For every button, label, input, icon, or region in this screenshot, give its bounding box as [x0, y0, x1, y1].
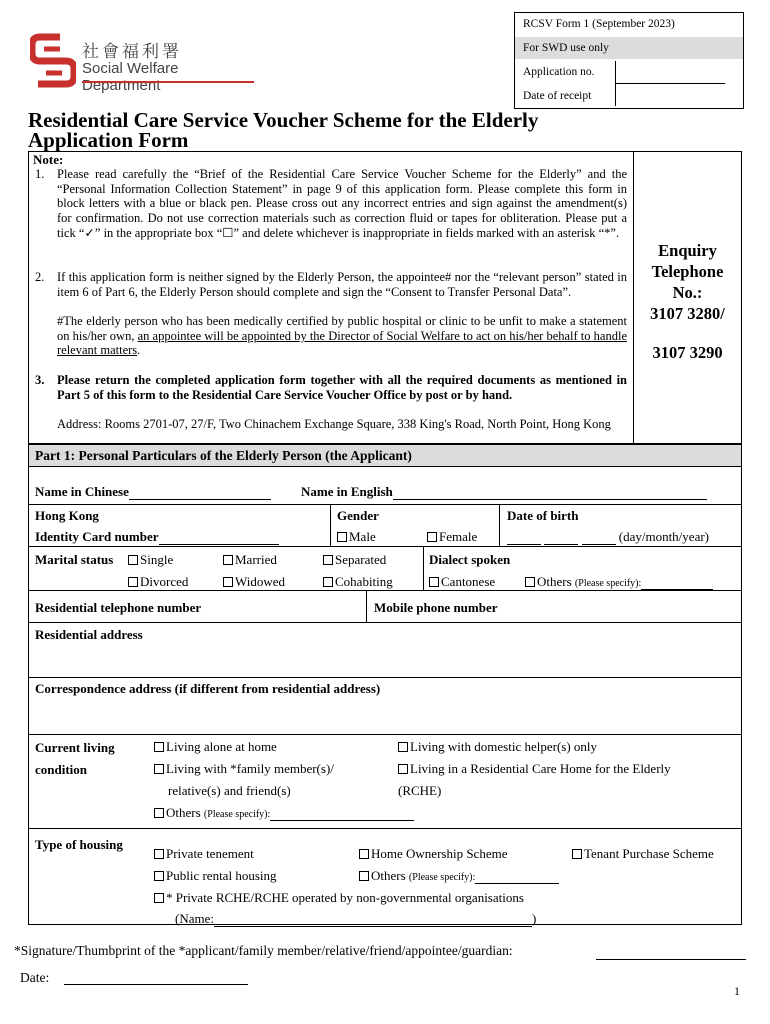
signature-field[interactable]: [596, 943, 746, 960]
swd-use-label: For SWD use only: [515, 37, 743, 59]
cohabiting-checkbox[interactable]: [323, 577, 333, 587]
marital-single-option[interactable]: Single: [128, 552, 173, 568]
housing-private-rche-option[interactable]: * Private RCHE/RCHE operated by non-governmental organisations: [154, 890, 524, 906]
note-3-text: Please return the completed application form together with all the required documents as mentioned in Part 5 of this form to the Residential Care Service Voucher Office by post or by hand.: [57, 373, 627, 402]
dialect-others-checkbox[interactable]: [525, 577, 535, 587]
form-title-line1: Residential Care Service Voucher Scheme for the Elderly: [28, 108, 539, 132]
form-title-line2: Application Form: [28, 128, 189, 152]
enquiry-panel: [634, 152, 741, 443]
housing-hos-option[interactable]: Home Ownership Scheme: [359, 846, 507, 862]
living-condition-label-line1: Current living: [35, 740, 115, 755]
marital-separated-option[interactable]: Separated: [323, 552, 386, 568]
logo-underline: [82, 81, 254, 83]
name-english-label: Name in English: [301, 484, 707, 500]
living-helper-checkbox[interactable]: [398, 742, 408, 752]
note-heading: Note:: [33, 152, 64, 167]
dob-label: Date of birth: [507, 508, 579, 523]
living-condition-label-line2: condition: [35, 762, 88, 777]
enquiry-line1: Enquiry: [658, 241, 717, 260]
note-1-text: Please read carefully the “Brief of the Residential Care Service Voucher Scheme for the Elderly” and the “Personal Information Collection Statement” in page 9 of this application form. Please complete this form in block letters with a blue or black pen. Please cross out any incorrect entries and sign against the amendment(s) for confirmation. Do not use correction materials such as correction fluid or tapes for obliteration. Please put a tick “✓” in the appropriate box “☐” and delete whichever is inappropriate in fields marked with an asterisk “*”.: [57, 167, 627, 240]
page-number: 1: [734, 984, 740, 998]
separated-checkbox[interactable]: [323, 555, 333, 565]
living-alone-option[interactable]: Living alone at home: [154, 739, 277, 755]
single-checkbox[interactable]: [128, 555, 138, 565]
form-reference: RCSV Form 1 (September 2023): [523, 18, 675, 30]
housing-private-tenement-option[interactable]: Private tenement: [154, 846, 254, 862]
living-family-checkbox[interactable]: [154, 764, 164, 774]
dialect-others-option[interactable]: Others (Please specify):: [525, 574, 713, 590]
housing-others-field[interactable]: [475, 883, 559, 884]
cantonese-checkbox[interactable]: [429, 577, 439, 587]
living-helper-option[interactable]: Living with domestic helper(s) only: [398, 739, 597, 755]
residential-address-label: Residential address: [35, 627, 143, 642]
rche-name-field[interactable]: (Name: ): [175, 911, 537, 926]
private-rche-checkbox[interactable]: [154, 893, 164, 903]
living-others-field[interactable]: [270, 820, 414, 821]
gender-female-option[interactable]: Female: [427, 529, 477, 545]
name-chinese-label: Name in Chinese: [35, 484, 271, 500]
living-rche-checkbox[interactable]: [398, 764, 408, 774]
date-of-receipt-label: Date of receipt: [523, 90, 592, 102]
widowed-checkbox[interactable]: [223, 577, 233, 587]
date-label: Date:: [20, 970, 50, 985]
dob-field[interactable]: (day/month/year): [507, 529, 709, 545]
public-rental-checkbox[interactable]: [154, 871, 164, 881]
living-rche-option[interactable]: Living in a Residential Care Home for the Elderly: [398, 761, 671, 777]
note-2-footnote: [57, 314, 627, 358]
female-checkbox[interactable]: [427, 532, 437, 542]
note-2-footnote-a: #The elderly person who has been medically certified by public hospital or clinic to be unfit to make a statement on his/her own,: [57, 314, 627, 343]
hkid-label-line1: Hong Kong: [35, 508, 99, 523]
married-checkbox[interactable]: [223, 555, 233, 565]
note-2-footnote-c: .: [137, 343, 141, 358]
male-checkbox[interactable]: [337, 532, 347, 542]
hkid-label: Identity Card number: [35, 529, 279, 545]
correspondence-address-label: Correspondence address (if different from residential address): [35, 681, 381, 696]
enquiry-line2: Telephone: [651, 262, 724, 281]
part1-header: Part 1: Personal Particulars of the Elderly Person (the Applicant): [29, 444, 741, 467]
logo-chinese-text: 社會福利署: [82, 42, 182, 62]
residential-phone-label: Residential telephone number: [35, 600, 202, 615]
gender-male-option[interactable]: Male: [337, 529, 376, 545]
note-3-number: 3.: [35, 373, 45, 387]
notes-section: [29, 152, 634, 443]
living-others-checkbox[interactable]: [154, 808, 164, 818]
part1-section: [28, 444, 742, 925]
marital-status-label: Marital status: [35, 552, 114, 567]
name-chinese-field[interactable]: [129, 499, 271, 500]
living-rche-continued: (RCHE): [398, 783, 442, 798]
application-no-label: Application no.: [523, 66, 595, 78]
gender-label: Gender: [337, 508, 379, 523]
note-3-address: Address: Rooms 2701-07, 27/F, Two Chinachem Exchange Square, 338 King's Road, North Point, Hong Kong: [57, 417, 611, 431]
swd-logo-icon: [30, 33, 76, 88]
private-tenement-checkbox[interactable]: [154, 849, 164, 859]
office-use-box: [514, 12, 744, 109]
note-1-number: 1.: [35, 167, 45, 181]
note-2-number: 2.: [35, 270, 45, 284]
divorced-checkbox[interactable]: [128, 577, 138, 587]
living-others-option[interactable]: Others (Please specify):: [154, 805, 414, 821]
housing-type-label: Type of housing: [35, 837, 123, 852]
dialect-label: Dialect spoken: [429, 552, 511, 567]
housing-others-option[interactable]: Others (Please specify):: [359, 868, 559, 884]
hos-checkbox[interactable]: [359, 849, 369, 859]
marital-divorced-option[interactable]: Divorced: [128, 574, 188, 590]
housing-public-rental-option[interactable]: Public rental housing: [154, 868, 277, 884]
housing-tps-option[interactable]: Tenant Purchase Scheme: [572, 846, 714, 862]
date-field[interactable]: [64, 968, 248, 985]
marital-widowed-option[interactable]: Widowed: [223, 574, 285, 590]
enquiry-phone-1: 3107 3280/: [650, 304, 725, 323]
mobile-phone-label: Mobile phone number: [374, 600, 498, 615]
living-alone-checkbox[interactable]: [154, 742, 164, 752]
enquiry-line3: No.:: [672, 283, 703, 302]
logo-english-text: Social Welfare Department: [82, 60, 179, 94]
form-title: [28, 110, 538, 150]
housing-others-checkbox[interactable]: [359, 871, 369, 881]
signature-label: *Signature/Thumbprint of the *applicant/family member/relative/friend/appointee/guardian:: [14, 943, 513, 958]
dialect-cantonese-option[interactable]: Cantonese: [429, 574, 495, 590]
note-2-footnote-b: an appointee will be appointed by the Director of Social Welfare to act on his/her behalf to handle relevant matters: [57, 328, 627, 358]
tps-checkbox[interactable]: [572, 849, 582, 859]
note-2-text: If this application form is neither signed by the Elderly Person, the appointee# nor the “relevant person” stated in item 6 of Part 6, the Elderly Person should complete and sign the “Consent to Transfer Personal Data”.: [57, 270, 627, 299]
hkid-field[interactable]: [159, 544, 279, 545]
enquiry-phone-2: 3107 3290: [652, 343, 723, 362]
swd-logo: [30, 33, 260, 94]
living-family-option[interactable]: Living with *family member(s)/: [154, 761, 334, 777]
marital-cohabiting-option[interactable]: Cohabiting: [323, 574, 393, 590]
note-box: [28, 151, 742, 444]
living-family-continued: relative(s) and friend(s): [168, 783, 291, 798]
marital-married-option[interactable]: Married: [223, 552, 277, 568]
name-english-field[interactable]: [393, 499, 707, 500]
